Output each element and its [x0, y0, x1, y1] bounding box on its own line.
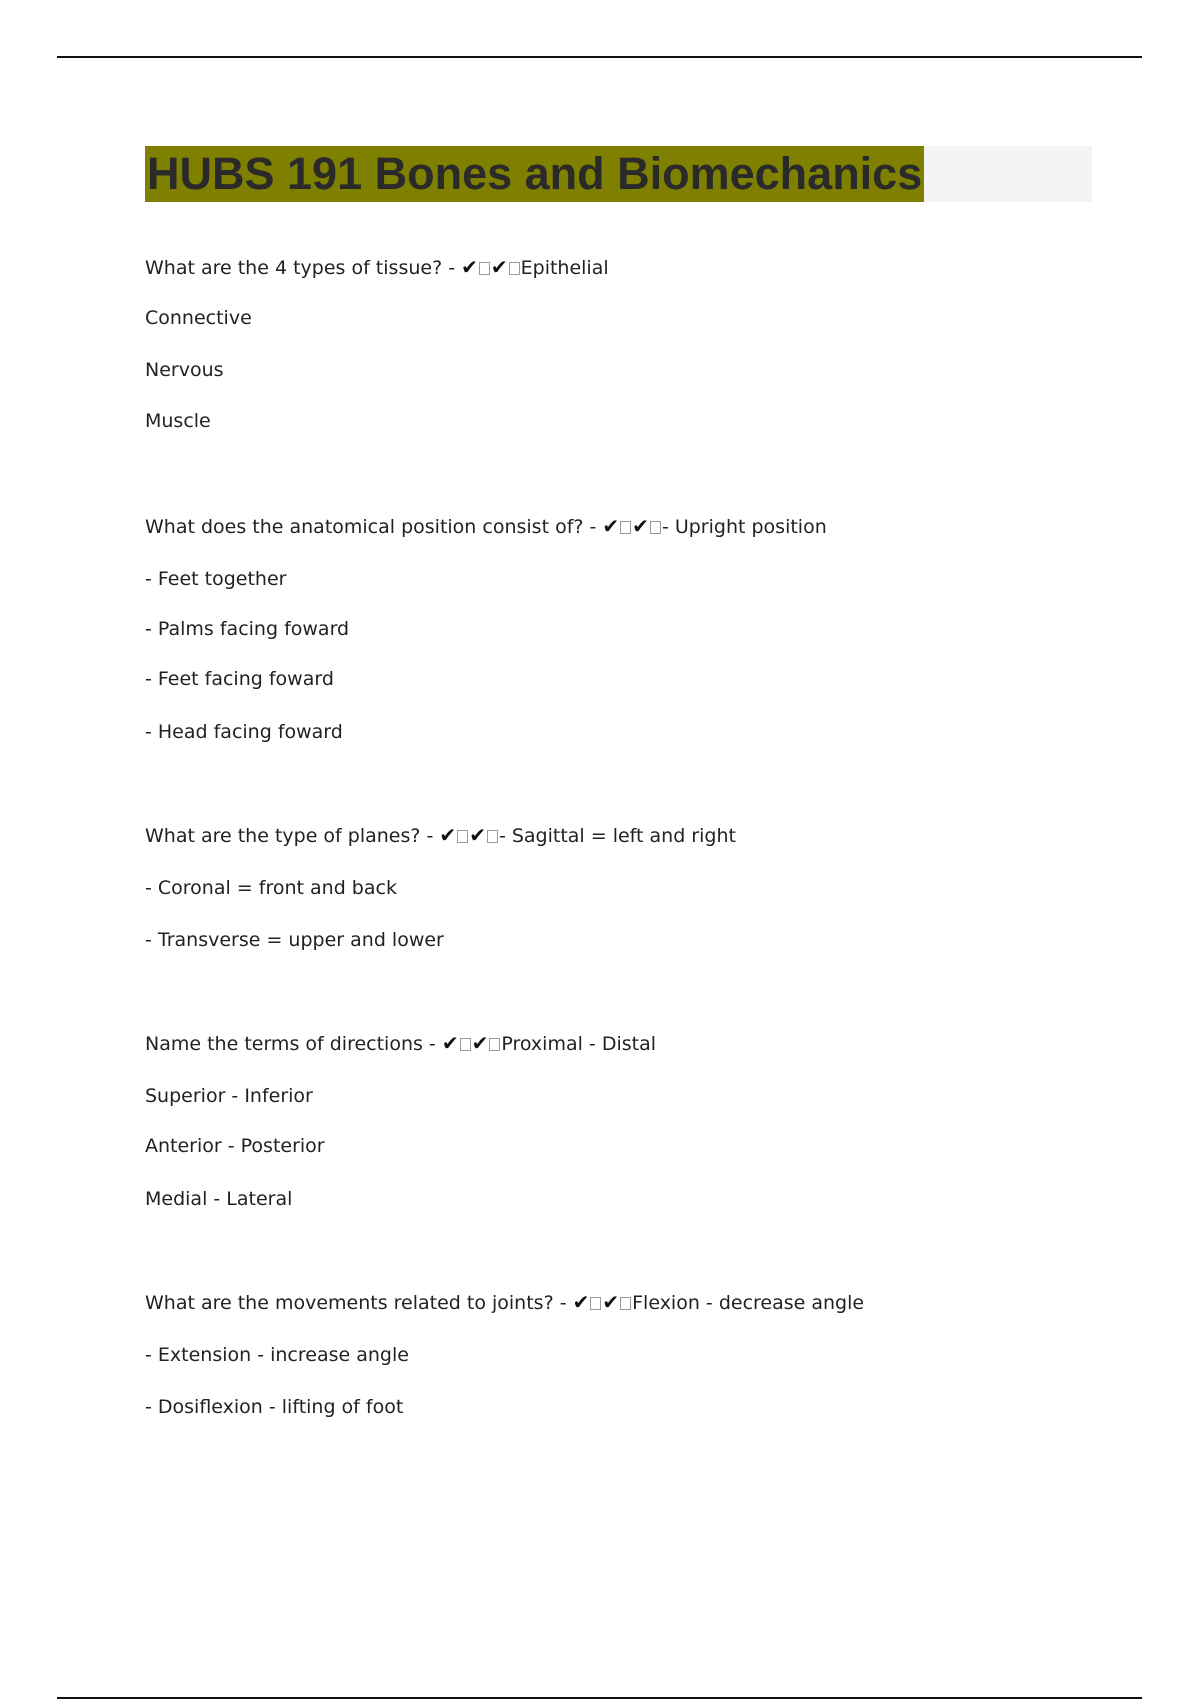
answer-text: Epithelial [520, 257, 609, 279]
answer-line: - Extension - increase angle [145, 1344, 409, 1366]
question-text: What are the type of planes? - [145, 825, 440, 847]
qa-question-line [145, 1290, 864, 1315]
answer-line: - Feet facing foward [145, 668, 334, 690]
box-icon [590, 1297, 601, 1310]
answer-line: - Transverse = upper and lower [145, 929, 444, 951]
bottom-rule [57, 1697, 1142, 1699]
box-icon [489, 1038, 500, 1051]
answer-line: Superior - Inferior [145, 1085, 313, 1107]
answer-line: Connective [145, 307, 252, 329]
box-icon [509, 262, 520, 275]
answer-line: Medial - Lateral [145, 1188, 293, 1210]
box-icon [620, 1297, 631, 1310]
question-text: What are the 4 types of tissue? - [145, 257, 462, 279]
box-icon [479, 262, 490, 275]
answer-line: Nervous [145, 359, 224, 381]
answer-line: - Dosiflexion - lifting of foot [145, 1396, 404, 1418]
box-icon [650, 521, 661, 534]
check-icon: ✔ [439, 823, 457, 847]
answer-line: - Coronal = front and back [145, 877, 397, 899]
box-icon [487, 830, 498, 843]
answer-line: - Head facing foward [145, 721, 343, 743]
check-icon: ✔ [602, 1290, 620, 1314]
qa-question-line [145, 823, 736, 848]
answer-text: Proximal - Distal [501, 1033, 657, 1055]
check-icon: ✔ [461, 255, 478, 279]
answer-text: Flexion - decrease angle [632, 1292, 865, 1314]
check-icon: ✔ [471, 1031, 489, 1055]
qa-question-line [145, 1031, 656, 1056]
check-icon: ✔ [572, 1290, 590, 1314]
box-icon [460, 1038, 471, 1051]
qa-question-line [145, 255, 609, 280]
question-text: What are the movements related to joints? - [145, 1292, 573, 1314]
answer-line: - Palms facing foward [145, 618, 350, 640]
check-icon: ✔ [469, 823, 486, 847]
answer-text: - Upright position [661, 516, 827, 538]
check-icon: ✔ [632, 514, 649, 538]
box-icon [620, 521, 631, 534]
answer-text: - Sagittal = left and right [498, 825, 736, 847]
question-text: Name the terms of directions - [145, 1033, 442, 1055]
answer-line: Anterior - Posterior [145, 1135, 325, 1157]
answer-line: - Feet together [145, 568, 287, 590]
answer-line: Muscle [145, 410, 211, 432]
check-icon: ✔ [490, 255, 508, 279]
top-rule [57, 56, 1142, 58]
qa-question-line [145, 514, 827, 539]
document-title: HUBS 191 Bones and Biomechanics [145, 146, 924, 202]
question-text: What does the anatomical position consist of? - [145, 516, 603, 538]
box-icon [457, 830, 468, 843]
check-icon: ✔ [602, 514, 620, 538]
check-icon: ✔ [441, 1031, 459, 1055]
